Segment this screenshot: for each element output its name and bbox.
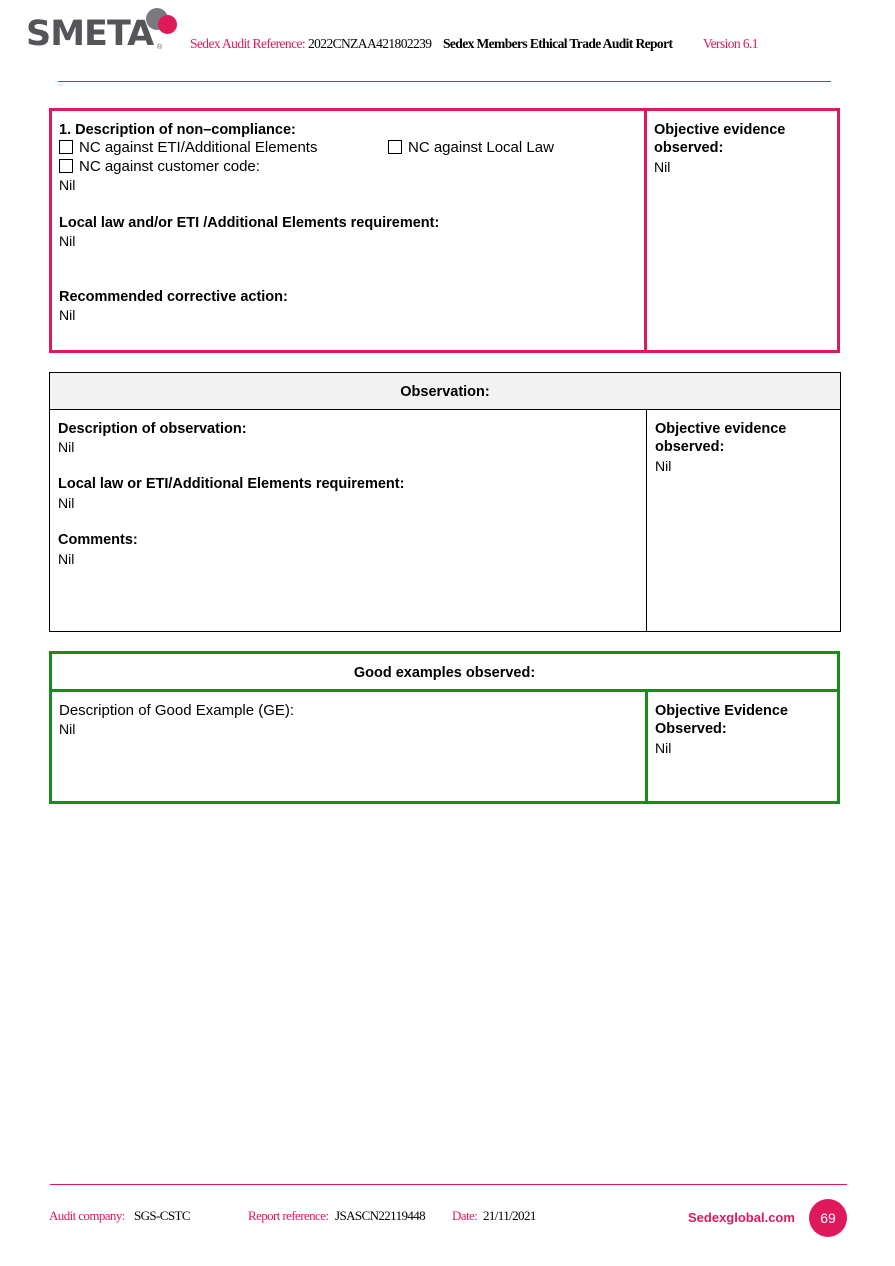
noncompliance-law-label: Local law and/or ETI /Additional Elements requirement: [59, 215, 440, 231]
checkbox-nc-eti[interactable] [59, 139, 317, 157]
report-reference-label: Report reference: [248, 1208, 329, 1223]
observation-evidence-label-2: observed: [655, 439, 725, 455]
checkbox-nc-eti-label: NC against ETI/Additional Elements [79, 139, 318, 156]
smeta-logo: SMETA [26, 14, 154, 54]
good-example-evidence-label-1: Objective Evidence [655, 703, 788, 719]
noncompliance-divider [644, 108, 647, 353]
audit-reference-label: Sedex Audit Reference: [190, 36, 306, 51]
report-title: Sedex Members Ethical Trade Audit Report [443, 36, 673, 51]
noncompliance-evidence-label-1: Objective evidence [654, 122, 786, 138]
header-divider [58, 81, 831, 82]
checkbox-icon [388, 140, 402, 154]
report-version: Version 6.1 [703, 36, 758, 51]
good-example-description-label: Description of Good Example (GE): [59, 702, 295, 719]
checkbox-nc-customer-code-label: NC against customer code: [79, 158, 260, 175]
observation-law-value: Nil [58, 495, 75, 511]
observation-description-label: Description of observation: [58, 421, 247, 437]
observation-comments-value: Nil [58, 551, 75, 567]
observation-evidence-label-1: Objective evidence [655, 421, 787, 437]
checkbox-icon [59, 140, 73, 154]
corrective-action-label: Recommended corrective action: [59, 289, 288, 305]
observation-law-label: Local law or ETI/Additional Elements requirement: [58, 476, 405, 492]
date-label: Date: [452, 1208, 478, 1223]
page-number: 69 [809, 1199, 847, 1237]
corrective-action-value: Nil [59, 307, 76, 323]
observation-description-value: Nil [58, 439, 75, 455]
checkbox-nc-local-law[interactable] [388, 139, 554, 157]
noncompliance-law-value: Nil [59, 233, 76, 249]
good-examples-header: Good examples observed: [353, 665, 536, 681]
noncompliance-title: 1. Description of non–compliance: [59, 122, 296, 138]
observation-evidence-value: Nil [655, 458, 672, 474]
date-value: 21/11/2021 [483, 1208, 536, 1223]
checkbox-nc-local-law-label: NC against Local Law [408, 139, 554, 156]
observation-header: Observation: [400, 384, 490, 400]
noncompliance-evidence-label-2: observed: [654, 140, 724, 156]
noncompliance-evidence-value: Nil [654, 159, 671, 175]
audit-reference-value: 2022CNZAA421802239 [308, 36, 432, 51]
observation-comments-label: Comments: [58, 532, 138, 548]
good-examples-column-divider [645, 689, 648, 804]
audit-company-value: SGS-CSTC [134, 1208, 190, 1223]
report-reference-value: JSASCN22119448 [335, 1208, 426, 1223]
good-example-evidence-value: Nil [655, 740, 672, 756]
logo-dot-pink [158, 15, 177, 34]
good-example-evidence-label-2: Observed: [655, 721, 727, 737]
observation-divider [646, 409, 647, 632]
audit-company-label: Audit company: [49, 1208, 125, 1223]
good-examples-header-divider [49, 689, 840, 692]
logo-registered-mark: ® [157, 44, 163, 51]
checkbox-icon [59, 159, 73, 173]
website-link[interactable]: Sedexglobal.com [688, 1210, 795, 1225]
footer-divider [50, 1184, 847, 1185]
good-example-description-value: Nil [59, 721, 76, 737]
noncompliance-description-value: Nil [59, 177, 76, 193]
checkbox-nc-customer-code[interactable] [59, 158, 260, 176]
